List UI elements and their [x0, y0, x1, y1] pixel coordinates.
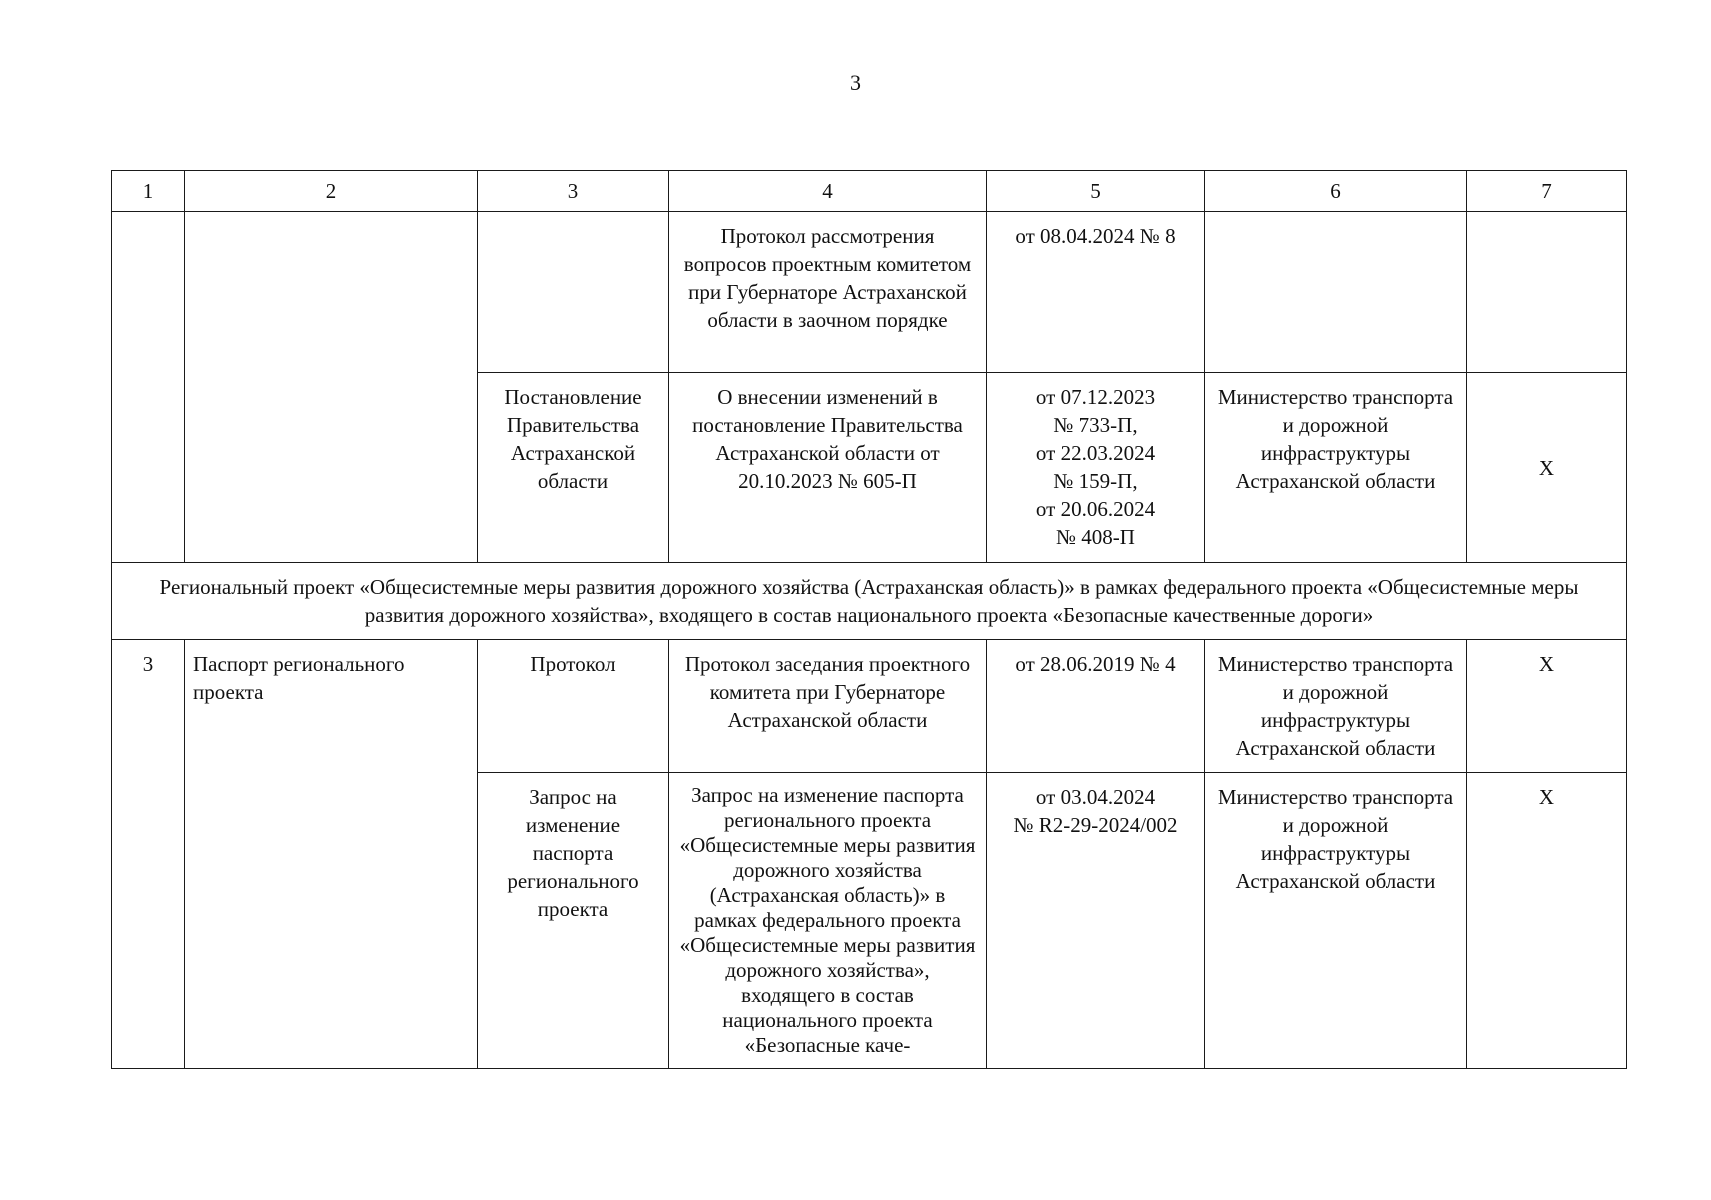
cell-note: Х: [1467, 640, 1627, 773]
cell-date-number: от 28.06.2019 № 4: [987, 640, 1205, 773]
date-line: от 22.03.2024: [1035, 441, 1156, 465]
header-cell-5: 5: [987, 171, 1205, 212]
number-line: № 408-П: [1056, 525, 1135, 549]
cell-document-type-empty: [185, 212, 478, 563]
cell-document-type: Паспорт регионального проекта: [185, 640, 478, 1069]
cell-note-empty: [1467, 212, 1627, 373]
date-line: от 20.06.2024: [1035, 497, 1156, 521]
cell-authority: Министерство транспорта и дорожной инфраструктуры Астраханской области: [1205, 373, 1467, 563]
cell-document-title: Протокол рассмотрения вопросов проектным комитетом при Губернаторе Астраханской области в заочном порядке: [669, 212, 987, 373]
cell-authority: Министерство транспорта и дорожной инфраструктуры Астраханской области: [1205, 773, 1467, 1069]
header-row: [112, 171, 1627, 212]
date-line: от 07.12.2023: [1035, 385, 1156, 409]
header-cell-7: 7: [1467, 171, 1627, 212]
date-line: от 03.04.2024: [1035, 785, 1156, 809]
header-cell-6: 6: [1205, 171, 1467, 212]
cell-note: Х: [1467, 773, 1627, 1069]
cell-authority-empty: [1205, 212, 1467, 373]
section-heading: Региональный проект «Общесистемные меры развития дорожного хозяйства (Астраханская область)» в рамках федерального проекта «Общесистемные меры развития дорожного хозяйства», входящего в состав национального проекта «Безопасные качественные дороги»: [112, 563, 1627, 640]
cell-document-title: О внесении изменений в постановление Правительства Астраханской области от 20.10.2023 № 605-П: [669, 373, 987, 563]
cell-authority: Министерство транспорта и дорожной инфраструктуры Астраханской области: [1205, 640, 1467, 773]
header-cell-3: 3: [478, 171, 669, 212]
cell-date-number: от 08.04.2024 № 8: [987, 212, 1205, 373]
header-cell-1: 1: [112, 171, 185, 212]
cell-kind-empty: [478, 212, 669, 373]
number-line: № 733-П,: [1053, 413, 1138, 437]
registry-table: [111, 170, 1627, 1069]
cell-date-number: [987, 773, 1205, 1069]
number-line: № R2-29-2024/002: [1013, 813, 1178, 837]
cell-document-title: Запрос на изменение паспорта регионального проекта «Общесистемные меры развития дорожного хозяйства (Астраханская область)» в рамках федерального проекта «Общесистемные меры развития дорожного хозяйства», входящего в состав национального проекта «Безопасные каче-: [669, 773, 987, 1069]
cell-document-title: Протокол заседания проектного комитета при Губернаторе Астраханской области: [669, 640, 987, 773]
cell-number-empty: [112, 212, 185, 563]
cell-note: Х: [1467, 373, 1627, 563]
cell-document-kind: Протокол: [478, 640, 669, 773]
cell-document-kind: Постановление Правительства Астраханской области: [478, 373, 669, 563]
cell-document-kind: Запрос на изменение паспорта регионального проекта: [478, 773, 669, 1069]
table-row: [112, 212, 1627, 373]
cell-number: 3: [112, 640, 185, 1069]
header-cell-2: 2: [185, 171, 478, 212]
section-heading-row: [112, 563, 1627, 640]
page-number: 3: [850, 70, 861, 95]
cell-date-number: [987, 373, 1205, 563]
number-line: № 159-П,: [1053, 469, 1138, 493]
header-cell-4: 4: [669, 171, 987, 212]
table-row: [112, 640, 1627, 773]
